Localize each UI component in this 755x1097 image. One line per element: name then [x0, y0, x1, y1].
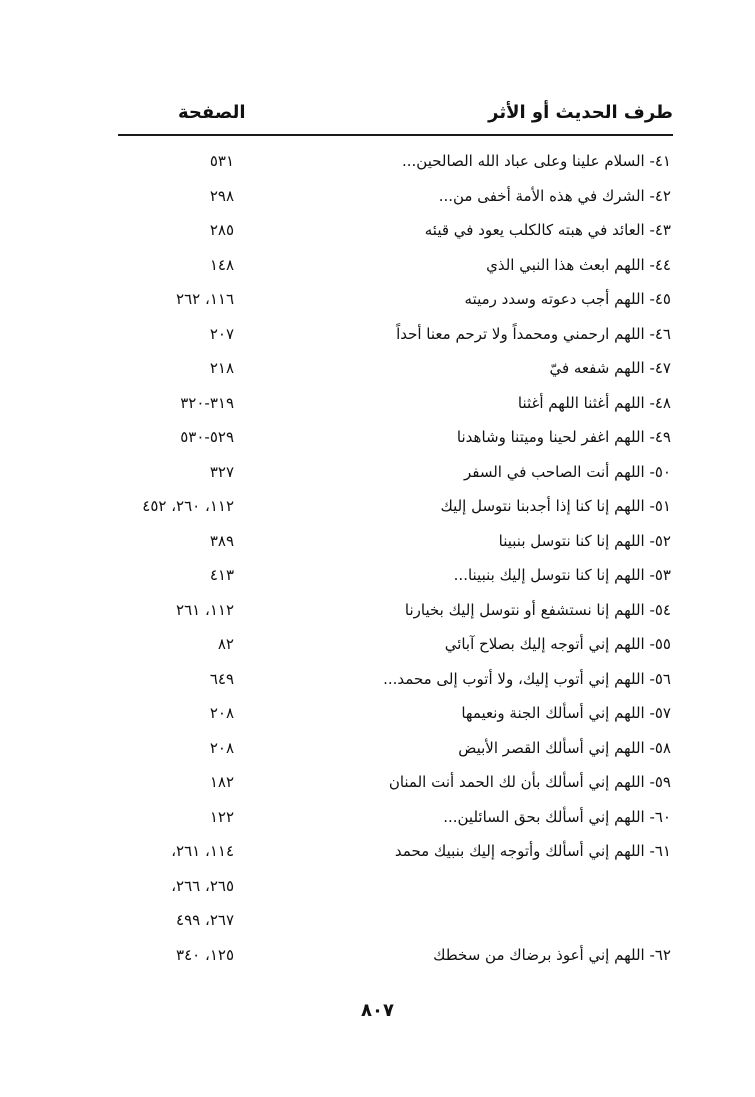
list-item — [0, 733, 755, 768]
entry-pages: ٢٠٨ — [209, 704, 234, 722]
list-item — [0, 595, 755, 630]
entry-title: ٥٨- اللهم إني أسألك القصر الأبيض — [458, 738, 671, 757]
list-item — [0, 146, 755, 181]
entry-pages: ١١٢، ٢٦٠، ٤٥٢ — [142, 497, 234, 515]
entry-title: ٤٩- اللهم اغفر لحينا وميتنا وشاهدنا — [456, 428, 671, 446]
list-item — [0, 284, 755, 319]
entry-title: ٦٢- اللهم إني أعوذ برضاك من سخطك — [433, 945, 671, 964]
entry-pages: ٥٣١ — [209, 152, 234, 170]
list-item — [0, 767, 755, 802]
header-divider — [118, 134, 673, 136]
entry-pages: ٣٢٧ — [209, 462, 234, 481]
entry-title: ٥٤- اللهم إنا نستشفع أو نتوسل إليك بخيارنا — [404, 600, 671, 619]
page-number: ٨٠٧ — [361, 1000, 394, 1021]
list-item — [0, 181, 755, 216]
entry-pages: ٦٤٩ — [209, 669, 234, 688]
table-header — [0, 102, 755, 136]
entry-title: ٥٢- اللهم إنا كنا نتوسل بنبينا — [498, 531, 671, 550]
list-item — [0, 871, 755, 906]
title-column-header: طرف الحديث أو الأثر — [488, 102, 673, 123]
entry-title: ٥٦- اللهم إني أتوب إليك، ولا أتوب إلى محمد... — [383, 669, 671, 688]
entry-title: ٥٧- اللهم إني أسألك الجنة ونعيمها — [461, 704, 671, 722]
list-item — [0, 836, 755, 871]
entry-title: ٤٥- اللهم أجب دعوته وسدد رميته — [464, 290, 671, 308]
entry-pages: ٢٨٥ — [209, 221, 234, 239]
entry-pages: ٢٦٥، ٢٦٦، — [171, 876, 234, 895]
entry-pages: ١٨٢ — [209, 773, 234, 791]
list-item — [0, 526, 755, 561]
entry-title: ٤١- السلام علينا وعلى عباد الله الصالحين... — [402, 152, 671, 170]
list-item — [0, 491, 755, 526]
list-item — [0, 664, 755, 699]
entry-pages: ٤١٣ — [209, 566, 234, 584]
entry-title: ٤٣- العائد في هبته كالكلب يعود في قيئه — [424, 221, 671, 239]
list-item — [0, 388, 755, 423]
entry-pages: ١١٦، ٢٦٢ — [176, 290, 234, 308]
list-item — [0, 629, 755, 664]
entry-pages: ١٤٨ — [209, 255, 234, 274]
entry-title: ٥٩- اللهم إني أسألك بأن لك الحمد أنت المنان — [388, 773, 671, 791]
list-item — [0, 905, 755, 940]
page-column-header: الصفحة — [178, 102, 246, 123]
list-item — [0, 802, 755, 837]
list-item — [0, 250, 755, 285]
entry-pages: ٢٠٨ — [209, 738, 234, 757]
entry-title: ٤٤- اللهم ابعث هذا النبي الذي — [486, 255, 671, 274]
list-item — [0, 319, 755, 354]
entry-pages: ١١٢، ٢٦١ — [176, 600, 234, 619]
entry-title: ٥١- اللهم إنا كنا إذا أجدبنا نتوسل إليك — [440, 497, 671, 515]
entry-pages: ١١٤، ٢٦١، — [171, 842, 234, 860]
entry-title: ٥٠- اللهم أنت الصاحب في السفر — [463, 462, 671, 481]
entry-title: ٥٥- اللهم إني أتوجه إليك بصلاح آبائي — [444, 635, 671, 653]
entry-title: ٤٨- اللهم أغثنا اللهم أغثنا — [517, 393, 671, 412]
list-item — [0, 560, 755, 595]
entry-pages: ٢٠٧ — [209, 324, 234, 343]
index-list — [0, 146, 755, 974]
entry-pages: ١٢٢ — [209, 807, 234, 826]
list-item — [0, 940, 755, 975]
entry-pages: ٣٨٩ — [209, 531, 234, 550]
entry-pages: ٢٩٨ — [209, 186, 234, 205]
entry-title: ٤٧- اللهم شفعه فيّ — [549, 359, 671, 377]
entry-title: ٦١- اللهم إني أسألك وأتوجه إليك بنبيك محمد — [394, 842, 671, 860]
list-item — [0, 422, 755, 457]
list-item — [0, 215, 755, 250]
list-item — [0, 353, 755, 388]
entry-title: ٥٣- اللهم إنا كنا نتوسل إليك بنبينا... — [453, 566, 671, 584]
entry-pages: ٢١٨ — [209, 359, 234, 377]
entry-title: ٤٦- اللهم ارحمني ومحمداً ولا ترحم معنا أحداً — [396, 324, 671, 343]
entry-pages: ٣١٩-٣٢٠ — [180, 393, 234, 412]
list-item — [0, 698, 755, 733]
entry-pages: ١٢٥، ٣٤٠ — [176, 945, 234, 964]
list-item — [0, 457, 755, 492]
entry-pages: ٥٢٩-٥٣٠ — [180, 428, 234, 446]
entry-pages: ٢٦٧، ٤٩٩ — [176, 911, 234, 929]
entry-title: ٤٢- الشرك في هذه الأمة أخفى من... — [438, 186, 671, 205]
entry-title: ٦٠- اللهم إني أسألك بحق السائلين... — [443, 807, 671, 826]
entry-pages: ٨٢ — [217, 635, 234, 653]
